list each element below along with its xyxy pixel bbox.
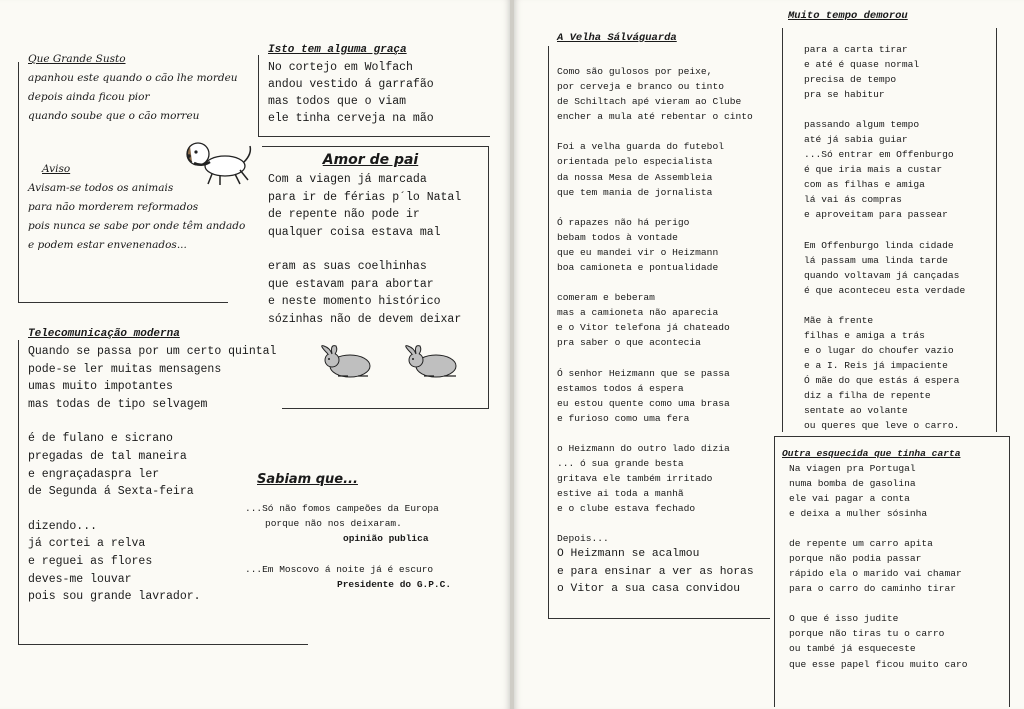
poem-line: encher a mula até rebentar o cinto — [557, 111, 753, 123]
poem-line: diz a filha de repente — [804, 389, 931, 401]
poem-line: e o clube estava fechado — [557, 503, 696, 515]
frame-line — [262, 146, 488, 147]
poem-line: para a carta tirar — [804, 44, 908, 55]
poem-line: ele vai pagar a conta — [789, 493, 910, 505]
poem-line: comeram e beberam — [557, 292, 655, 304]
poem-line: o Heizmann do outro lado dizia — [557, 442, 730, 454]
poem-line: filhas e amiga a trás — [804, 329, 925, 341]
poem-line: até já sabia guiar — [804, 134, 908, 146]
poem-line: pra saber o que acontecia — [557, 337, 701, 349]
amor-de-pai-block — [268, 152, 493, 328]
poem-line: eu estou quente como uma brasa — [557, 397, 730, 409]
spacer — [789, 596, 1009, 611]
poem-line: eram as suas coelhinhas — [268, 260, 427, 273]
muito-tempo-block — [804, 42, 999, 433]
poem-line: Como são gulosos por peixe, — [557, 66, 713, 77]
fact-line: porque não nos deixaram. — [265, 518, 402, 529]
poem-line: é de fulano e sicrano — [28, 432, 173, 446]
frame-line — [488, 146, 489, 408]
poem-line: ou queres que leve o carro. — [804, 420, 960, 432]
poem-line: gritava ele também irritado — [557, 473, 713, 485]
amor-de-pai-title: Amor de pai — [322, 152, 419, 168]
poem-line: lá vai ás compras — [804, 194, 902, 206]
poem-line: e aproveitam para passear — [804, 209, 948, 221]
spacer — [804, 223, 999, 238]
sabiam-que-item-2 — [245, 562, 485, 592]
velha-salvaguarda-title: A Velha Sálváguarda — [557, 32, 677, 44]
poem-line: é que iria mais a custar — [804, 164, 943, 176]
poem-line: e engraçadaspra ler — [28, 467, 160, 481]
poem-line: O que é isso judite — [789, 613, 899, 625]
sabiam-que-title: Sabiam que... — [257, 472, 358, 487]
poem-line: Mãe à frente — [804, 314, 874, 326]
poem-line: e para ensinar a ver as horas — [557, 565, 754, 578]
muito-tempo-title-wrap — [788, 10, 988, 22]
spacer — [557, 516, 782, 531]
frame-line — [18, 302, 228, 303]
poem-line: Quando se passa por um certo quintal — [28, 345, 277, 358]
poem-line: O Heizmann se acalmou — [557, 548, 700, 561]
spacer — [804, 298, 999, 313]
frame-line — [258, 55, 259, 137]
isto-tem-graca-lines — [268, 59, 493, 127]
que-grande-susto-block — [28, 50, 263, 126]
aviso-lines — [28, 179, 263, 255]
poem-line: com as filhas e amiga — [804, 179, 925, 191]
poem-line: por cerveja e branco ou tinto — [557, 81, 724, 93]
aviso-block — [28, 160, 263, 255]
poem-line: para ir de férias p´lo Natal — [268, 190, 462, 204]
telecomunicacao-title: Telecomunicação moderna — [28, 328, 180, 340]
poem-line: ...Só entrar em Offenburgo — [804, 149, 954, 161]
spacer — [557, 200, 782, 215]
que-grande-susto-title: Que Grande Susto — [28, 53, 126, 65]
velha-salvaguarda-block — [557, 32, 782, 599]
poem-line: mas a camioneta não aparecia — [557, 307, 719, 319]
poem-line: pregadas de tal maneira — [28, 449, 187, 463]
poem-line: apanhou este quando o cão lhe mordeu — [28, 72, 238, 84]
poem-line: pode-se ler muitas mensagens — [28, 362, 222, 376]
que-grande-susto-lines — [28, 69, 263, 126]
poem-line: deves-me louvar — [28, 572, 132, 586]
poem-line: mas todos que o viam — [268, 95, 407, 108]
poem-line: Com a viagen já marcada — [268, 173, 427, 186]
poem-line: qualquer coisa estava mal — [268, 225, 441, 239]
spacer — [557, 351, 782, 366]
poem-line: que estavam para abortar — [268, 277, 434, 291]
poem-line: pois sou grande lavrador. — [28, 590, 201, 604]
poem-line: o Vitor a sua casa convidou — [557, 583, 741, 596]
poem-line: estive ai toda a manhã — [557, 488, 684, 500]
poem-line: já cortei a relva — [28, 537, 146, 551]
poem-line: lá passam uma linda tarde — [804, 254, 948, 266]
frame-line — [548, 46, 549, 618]
poem-line: Ó mãe do que estás á espera — [804, 374, 960, 386]
muito-tempo-title: Muito tempo demorou — [788, 10, 908, 22]
poem-line: dizendo... — [28, 519, 98, 533]
muito-tempo-lines — [804, 42, 999, 433]
frame-line — [18, 62, 19, 302]
poem-line: de repente um carro apita — [789, 538, 933, 550]
aviso-title: Aviso — [42, 163, 71, 175]
poem-line: de Segunda á Sexta-feira — [28, 485, 194, 499]
poem-line: Ó rapazes não há perigo — [557, 216, 690, 228]
poem-line: andou vestido á garrafão — [268, 78, 434, 91]
poem-line: No cortejo em Wolfach — [268, 61, 413, 74]
poem-line: que tem mania de jornalista — [557, 186, 713, 198]
poem-line: Em Offenburgo linda cidade — [804, 239, 954, 251]
poem-line: passando algum tempo — [804, 119, 920, 131]
rabbit-icon — [318, 344, 376, 380]
poem-line: e furioso como uma fera — [557, 412, 690, 424]
frame-line — [18, 644, 308, 645]
poem-line: boa camioneta e pontualidade — [557, 262, 719, 274]
poem-line: numa bomba de gasolina — [789, 478, 916, 490]
spacer — [28, 413, 298, 430]
poem-line: e até é quase normal — [804, 59, 920, 71]
poem-line: ele tinha cerveja na mão — [268, 112, 434, 125]
poem-line: é que aconteceu esta verdade — [804, 284, 966, 296]
poem-line: e neste momento histórico — [268, 295, 441, 308]
poem-line: da nossa Mesa de Assembleia — [557, 171, 713, 183]
poem-line: porque não podia passar — [789, 553, 922, 565]
poem-line: para não morderem reformados — [28, 201, 199, 213]
spacer — [557, 426, 782, 441]
poem-line: Foi a velha guarda do futebol — [557, 141, 724, 153]
sabiam-que-item-1 — [245, 501, 485, 546]
fact-line: ...Em Moscovo á noite já é escuro — [245, 564, 434, 575]
spacer — [804, 102, 999, 117]
poem-line: e deixa a mulher sósinha — [789, 508, 928, 520]
poem-line: Depois... — [557, 533, 609, 545]
spacer — [557, 124, 782, 139]
sabiam-que-block — [245, 472, 485, 592]
fact-signature: opinião publica — [343, 533, 429, 544]
isto-tem-graca-title: Isto tem alguma graça — [268, 44, 407, 56]
poem-line: Avisam-se todos os animais — [28, 182, 174, 194]
rabbit-icon — [402, 344, 464, 380]
poem-line: estamos todos á espera — [557, 382, 684, 394]
velha-salvaguarda-lines — [557, 64, 782, 546]
poem-line: rápido ela o marido vai chamar — [789, 568, 962, 580]
poem-line: Na viagen pra Portugal — [789, 463, 916, 474]
poem-line: umas muito impotantes — [28, 380, 173, 394]
poem-line: mas todas de tipo selvagem — [28, 397, 208, 411]
poem-line: pois nunca se sabe por onde têm andado — [28, 220, 246, 232]
amor-de-pai-lines — [268, 171, 493, 328]
poem-line: ou també já esqueceste — [789, 643, 916, 655]
poem-line: para o carro do caminho tirar — [789, 583, 956, 595]
poem-line: depois ainda ficou pior — [28, 91, 150, 103]
poem-line: ... ó sua grande besta — [557, 457, 684, 469]
poem-line: sentate ao volante — [804, 404, 908, 416]
poem-line: e o lugar do choufer vazio — [804, 344, 954, 356]
frame-line — [782, 28, 783, 432]
poem-line: e reguei as flores — [28, 554, 153, 568]
outra-esquecida-block — [774, 436, 1010, 707]
frame-line — [996, 28, 997, 432]
poem-line: e o Vitor telefona já chateado — [557, 322, 730, 334]
poem-line: bebam todos à vontade — [557, 231, 678, 243]
spacer — [557, 275, 782, 290]
poem-line: quando voltavam já cançadas — [804, 269, 960, 281]
fact-line: ...Só não fomos campeões da Europa — [245, 503, 439, 514]
frame-line — [548, 618, 770, 619]
poem-line: sózinhas não de devem deixar — [268, 312, 462, 326]
spacer — [789, 521, 1009, 536]
poem-line: de repente não pode ir — [268, 208, 420, 221]
poem-line: orientada pelo especialista — [557, 156, 713, 168]
isto-tem-graca-block — [268, 44, 493, 127]
frame-line — [258, 136, 490, 137]
outra-esquecida-lines — [789, 461, 1009, 672]
fact-signature: Presidente do G.P.C. — [337, 579, 452, 590]
velha-salvaguarda-end-lines — [557, 546, 782, 599]
frame-line — [18, 340, 19, 644]
poem-line: que eu mandei vir o Heizmann — [557, 246, 719, 258]
frame-line — [282, 408, 489, 409]
poem-line: precisa de tempo — [804, 74, 897, 86]
poem-line: pra se habitur — [804, 89, 885, 101]
outra-esquecida-title: Outra esquecida que tinha carta — [782, 448, 961, 459]
poem-line: de Schiltach apé vieram ao Clube — [557, 96, 742, 108]
poem-line: Ó senhor Heizmann que se passa — [557, 367, 730, 379]
spacer — [268, 241, 493, 258]
poem-line: porque não tiras tu o carro — [789, 628, 945, 640]
poem-line: e a I. Reis já impaciente — [804, 359, 948, 371]
poem-line: e podem estar envenenados... — [28, 239, 187, 251]
poem-line: quando soube que o cão morreu — [28, 110, 200, 122]
poem-line: que esse papel ficou muito caro — [789, 658, 968, 670]
